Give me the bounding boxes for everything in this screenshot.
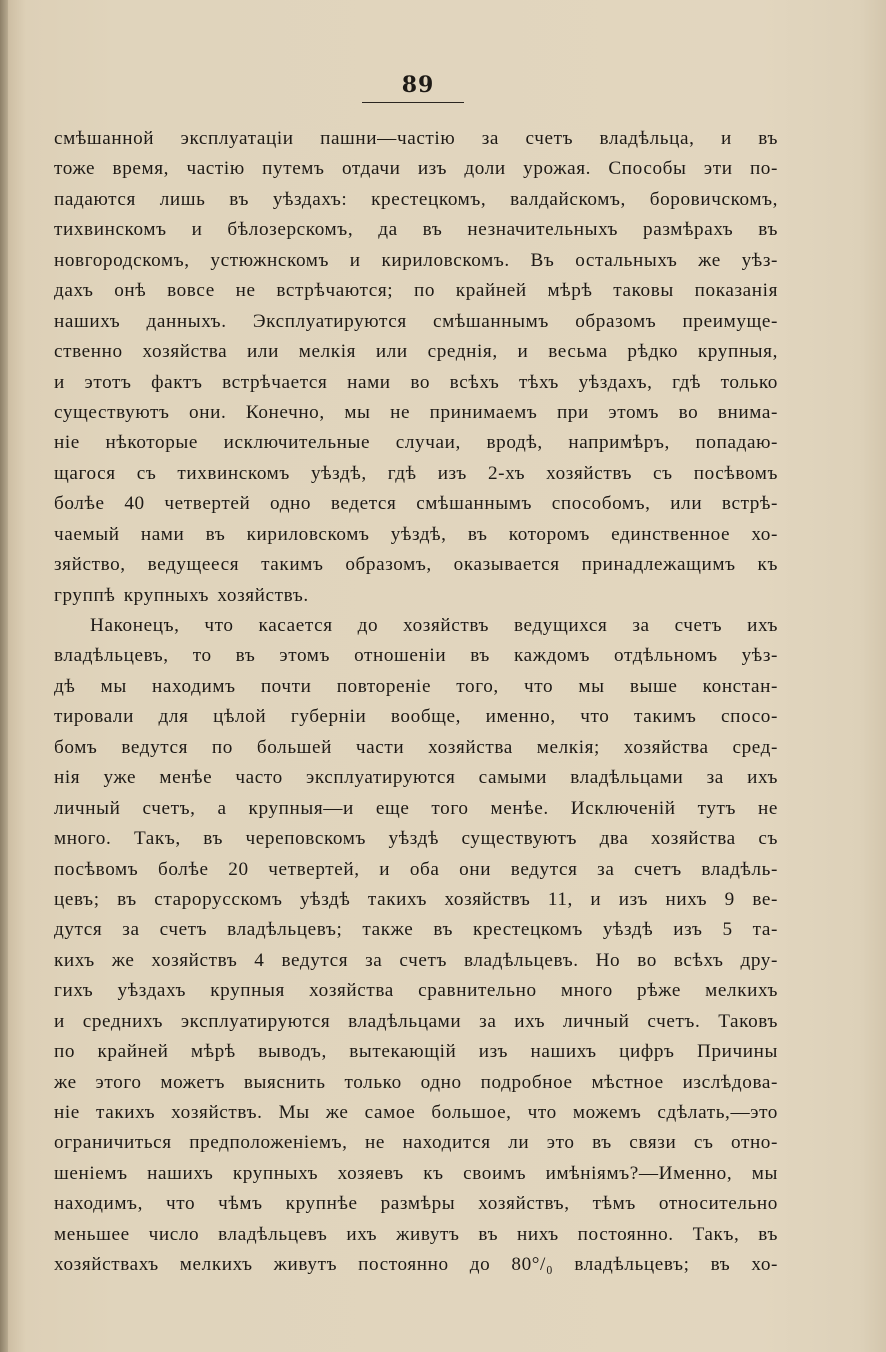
text-line: цевъ; въ старорусскомъ уѣздѣ такихъ хозяйствъ 11, и изъ нихъ 9 ве- [54, 888, 778, 910]
text-line: посѣвомъ болѣе 20 четвертей, и оба они ведутся за счетъ владѣль- [54, 858, 778, 880]
text-line: нія уже менѣе часто эксплуатируются самыми владѣльцами за ихъ [54, 767, 778, 789]
text-line: и этотъ фактъ встрѣчается нами во всѣхъ тѣхъ уѣздахъ, гдѣ только [54, 371, 778, 393]
text-line: дѣ мы находимъ почти повтореніе того, что мы выше констан- [54, 675, 778, 697]
text-line: по крайней мѣрѣ выводъ, вытекающій изъ нашихъ цифръ Причины [54, 1041, 778, 1063]
text-line: тихвинскомъ и бѣлозерскомъ, да въ незначительныхъ размѣрахъ въ [54, 219, 778, 241]
text-line: зяйство, ведущееся такимъ образомъ, оказывается принадлежащимъ къ [54, 554, 778, 576]
text-line: гихъ уѣздахъ крупныя хозяйства сравнительно много рѣже мелкихъ [54, 980, 778, 1002]
text-line: находимъ, что чѣмъ крупнѣе размѣры хозяйствъ, тѣмъ относительно [54, 1193, 778, 1215]
text-line: и среднихъ эксплуатируются владѣльцами за ихъ личный счетъ. Таковъ [54, 1010, 778, 1032]
text-line: Наконецъ, что касается до хозяйствъ ведущихся за счетъ ихъ [90, 615, 778, 636]
text-line: шеніемъ нашихъ крупныхъ хозяевъ къ своимъ имѣніямъ?—Именно, мы [54, 1162, 778, 1184]
text-line: болѣе 40 четвертей одно ведется смѣшаннымъ способомъ, или встрѣ- [54, 493, 778, 515]
paragraph-2 [54, 611, 778, 1281]
text-line: ніе такихъ хозяйствъ. Мы же самое большое, что можемъ сдѣлать,—это [54, 1102, 778, 1123]
text-line: владѣльцевъ, то въ этомъ отношеніи въ каждомъ отдѣльномъ уѣз- [54, 645, 778, 667]
text-line: хозяйствахъ мелкихъ живутъ постоянно до 80°/₀ владѣльцевъ; въ хо- [54, 1254, 778, 1276]
text-line: существуютъ они. Конечно, мы не принимаемъ при этомъ во внима- [54, 401, 778, 423]
text-line: же этого можетъ выяснить только одно подробное мѣстное изслѣдова- [54, 1071, 778, 1093]
text-line: смѣшанной эксплуатаціи пашни—частію за счетъ владѣльца, и въ [54, 128, 778, 149]
text-line: бомъ ведутся по большей части хозяйства мелкія; хозяйства сред- [54, 736, 778, 758]
text-line: дахъ онѣ вовсе не встрѣчаются; по крайней мѣрѣ таковы показанія [54, 280, 778, 302]
page-number: 89 [401, 72, 435, 98]
text-line: много. Такъ, въ череповскомъ уѣздѣ существуютъ два хозяйства съ [54, 828, 778, 850]
text-line: чаемый нами въ кириловскомъ уѣздѣ, въ которомъ единственное хо- [54, 523, 778, 545]
text-line: группѣ крупныхъ хозяйствъ. [54, 584, 309, 606]
text-line: личный счетъ, а крупныя—и еще того менѣе. Исключеній тутъ не [54, 797, 778, 819]
paragraph-1 [54, 124, 778, 611]
text-line: тоже время, частію путемъ отдачи изъ доли урожая. Способы эти по- [54, 158, 778, 180]
text-line: нашихъ данныхъ. Эксплуатируются смѣшаннымъ образомъ преимуще- [54, 310, 778, 332]
body-text [54, 124, 778, 1281]
text-line: ограничиться предположеніемъ, не находится ли это въ связи съ отно- [54, 1132, 778, 1154]
text-line: щагося съ тихвинскомъ уѣздѣ, гдѣ изъ 2-хъ хозяйствъ съ посѣвомъ [54, 462, 778, 484]
text-line: ніе нѣкоторые исключительные случаи, вродѣ, напримѣръ, попадаю- [54, 432, 778, 454]
text-line: новгородскомъ, устюжнскомъ и кириловскомъ. Въ остальныхъ же уѣз- [54, 249, 778, 271]
text-line: дутся за счетъ владѣльцевъ; также въ крестецкомъ уѣздѣ изъ 5 та- [54, 919, 778, 941]
text-line: меньшее число владѣльцевъ ихъ живутъ въ нихъ постоянно. Такъ, въ [54, 1223, 778, 1245]
text-line: тировали для цѣлой губерніи вообще, именно, что такимъ спосо- [54, 706, 778, 728]
text-line: падаются лишь въ уѣздахъ: крестецкомъ, валдайскомъ, боровичскомъ, [54, 188, 778, 210]
header-rule [362, 102, 464, 103]
text-line: кихъ же хозяйствъ 4 ведутся за счетъ владѣльцевъ. Но во всѣхъ дру- [54, 949, 778, 971]
text-line: ственно хозяйства или мелкія или среднія, и весьма рѣдко крупныя, [54, 341, 778, 363]
